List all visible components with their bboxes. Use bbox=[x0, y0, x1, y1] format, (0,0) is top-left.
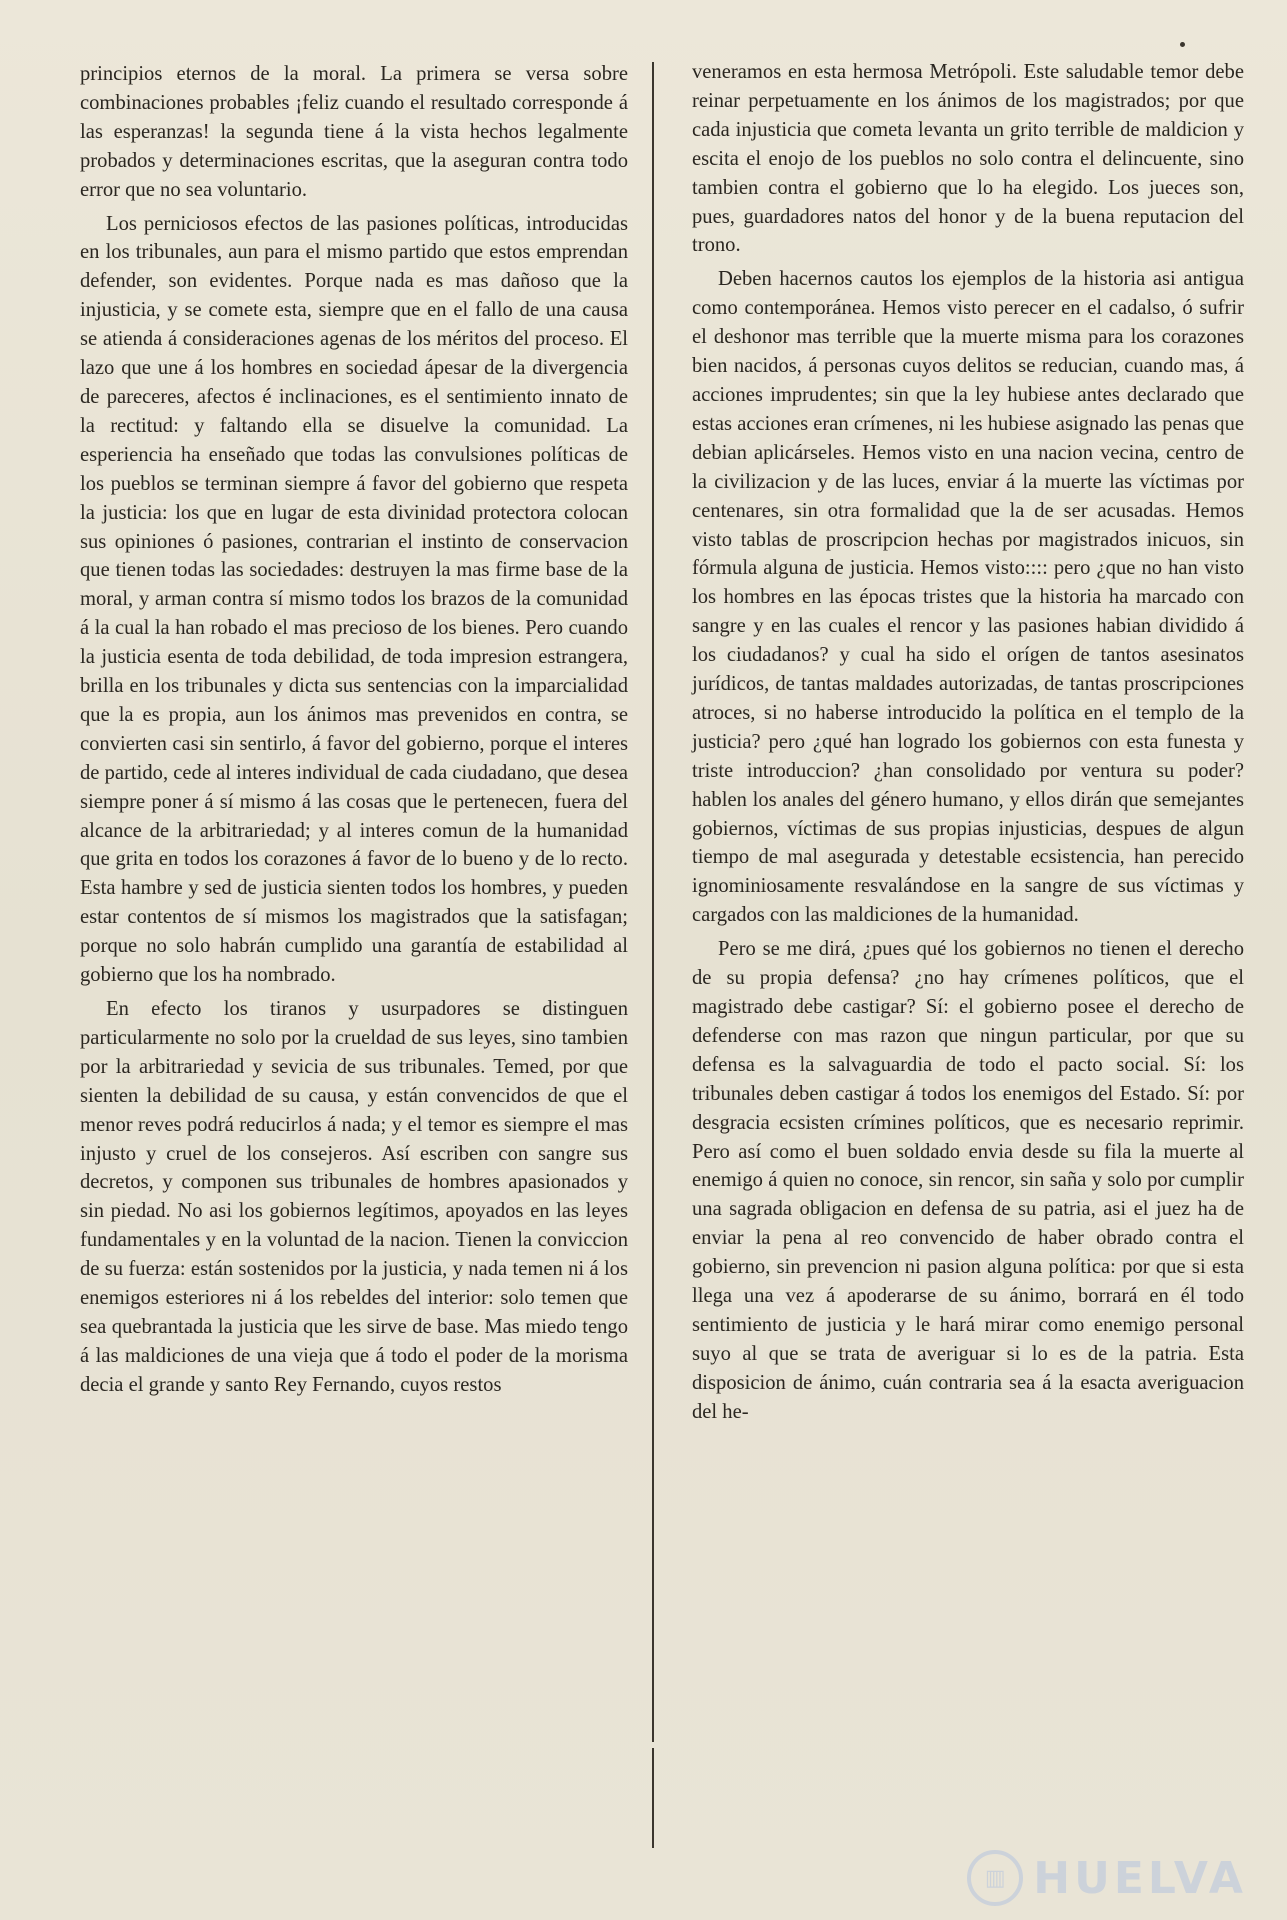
paragraph: Los perniciosos efectos de las pasiones políticas, introducidas en los tribunales, aun para el mismo partido que estos emprendan defender, son evidentes. Porque nada es mas dañoso que la injusticia, y se comete esta, siempre que en el fallo de una causa se atienda á consideraciones agenas de los méritos del proceso. El lazo que une á los hombres en sociedad ápesar de la divergencia de pareceres, afectos é inclinaciones, es el sentimiento innato de la rectitud: y faltando ella se disuelve la comunidad. La esperiencia ha enseñado que todas las convulsiones políticas de los pueblos se terminan siempre á favor del gobierno que respeta la justicia: los que en lugar de esta divinidad protectora colocan sus opiniones ó pasiones, contrarian el instinto de conservacion que tienen todas las sociedades: destruyen la mas firme base de la moral, y arman contra sí mismo todos los brazos de la comunidad á la cual la han robado el mas precioso de los bienes. Pero cuando la justicia esenta de toda debilidad, de toda impresion estrangera, brilla en los tribunales y dicta sus sentencias con la imparcialidad que la es propia, aun los ánimos mas prevenidos en contra, se convierten casi sin sentirlo, á favor del gobierno, porque el interes de partido, cede al interes individual de cada ciudadano, que desea siempre poner á sí mismo á las cosas que le pertenecen, fuera del alcance de la arbitrariedad; y al interes comun de la humanidad que grita en todos los corazones á favor de lo bueno y de lo recto. Esta hambre y sed de justicia sienten todos los hombres, y pueden estar contentos de sí mismos los magistrados que la satisfagan; porque no solo habrán cumplido una garantía de estabilidad al gobierno que los ha nombrado. bbox=[80, 212, 628, 987]
paragraph: Deben hacernos cautos los ejemplos de la historia asi antigua como contemporánea. Hemos visto perecer en el cadalso, ó sufrir el deshonor mas terrible que la muerte misma para los corazones bien nacidos, á personas cuyos delitos se reducian, cuando mas, á acciones imprudentes; sin que la ley hubiese antes declarado que estas acciones eran crímenes, ni les hubiese asignado las penas que debian aplicárseles. Hemos visto en una nacion vecina, centro de la civilizacion y de las luces, enviar á la muerte las víctimas por centenares, sin otra formalidad que la de ser acusadas. Hemos visto tablas de proscripcion hechas por magistrados inicuos, sin fórmula alguna de justicia. Hemos visto:::: pero ¿que no han visto los hombres en las épocas tristes que la historia ha marcado con sangre y en las cuales el rencor y las pasiones habian dividido á los ciudadanos? y cual ha sido el orígen de tantos asesinatos jurídicos, de tantas maldades autorizadas, de tantas proscripciones atroces, si no haberse introducido la política en el templo de la justicia? pero ¿qué han logrado los gobiernos con esta funesta y triste introduccion? ¿han consolidado por ventura su poder? hablen los anales del género humano, y ellos dirán que semejantes gobiernos, víctimas de sus propias injusticias, despues de algun tiempo de mal asegurada y detestable ecsistencia, han perecido ignominiosamente resvalándose en la sangre de sus víctimas y cargados con las maldiciones de la humanidad. bbox=[692, 268, 1244, 927]
paragraph: Pero se me dirá, ¿pues qué los gobiernos no tienen el derecho de su propia defensa? ¿no hay crímenes políticos, que el magistrado debe castigar? Sí: el gobierno posee el derecho de defenderse con mas razon que ningun particular, por que su defensa es la salvaguardia de todo el pacto social. Sí: los tribunales deben castigar á todos los enemigos del Estado. Sí: por desgracia ecsisten crímines políticos, que es necesario reprimir. Pero así como el buen soldado envia desde su fila la muerte al enemigo á quien no conoce, sin rencor, sin saña y solo por cumplir una sagrada obligacion en defensa de su patria, asi el juez ha de enviar la pena al reo convencido de haber obrado contra el gobierno, sin prevencion ni pasion alguna política: por que si esta llega una vez á apoderarse de su ánimo, borrará en él todo sentimiento de justicia y le hará mirar como enemigo personal suyo al que se trata de averiguar si lo es de la patria. Esta disposicion de ánimo, cuán contraria sea á la esacta averiguacion del he- bbox=[692, 938, 1244, 1423]
left-column bbox=[80, 60, 628, 1400]
right-column bbox=[692, 58, 1244, 1427]
printer-mark bbox=[1180, 42, 1185, 47]
column-divider bbox=[652, 62, 654, 1742]
column-divider bbox=[652, 1748, 654, 1848]
watermark-label: HUELVA bbox=[1033, 1852, 1247, 1904]
library-logo-icon: ▥ bbox=[967, 1850, 1023, 1906]
paragraph: veneramos en esta hermosa Metrópoli. Este saludable temor debe reinar perpetuamente en los ánimos de los magistrados; por que cada injusticia que cometa levanta un grito terrible de maldicion y escita el enojo de los pueblos no solo contra el delincuente, sino tambien contra el gobierno que lo ha elegido. Los jueces son, pues, guardadores natos del honor y de la buena reputacion del trono. bbox=[692, 61, 1244, 257]
paragraph: En efecto los tiranos y usurpadores se distinguen particularmente no solo por la crueldad de sus leyes, sino tambien por la arbitrariedad y sevicia de sus tribunales. Temed, por que sienten la debilidad de su causa, y están convencidos de que el menor reves podrá reducirlos á nada; y el temor es siempre el mas injusto y cruel de los consejeros. Así escriben con sangre sus decretos, y componen sus tribunales de hombres apasionados y sin piedad. No asi los gobiernos legítimos, apoyados en las leyes fundamentales y en la voluntad de la nacion. Tienen la conviccion de su fuerza: están sostenidos por la justicia, y nada temen ni á los enemigos esteriores ni á los rebeldes del interior: solo temen que sea quebrantada la justicia que les sirve de base. Mas miedo tengo á las maldiciones de una vieja que á todo el poder de la morisma decia el grande y santo Rey Fernando, cuyos restos bbox=[80, 998, 628, 1396]
paragraph: principios eternos de la moral. La primera se versa sobre combinaciones probables ¡feliz cuando el resultado corresponde á las esperanzas! la segunda tiene á la vista hechos legalmente probados y determinaciones escritas, que la aseguran contra todo error que no sea voluntario. bbox=[80, 63, 628, 201]
library-watermark bbox=[967, 1850, 1247, 1906]
